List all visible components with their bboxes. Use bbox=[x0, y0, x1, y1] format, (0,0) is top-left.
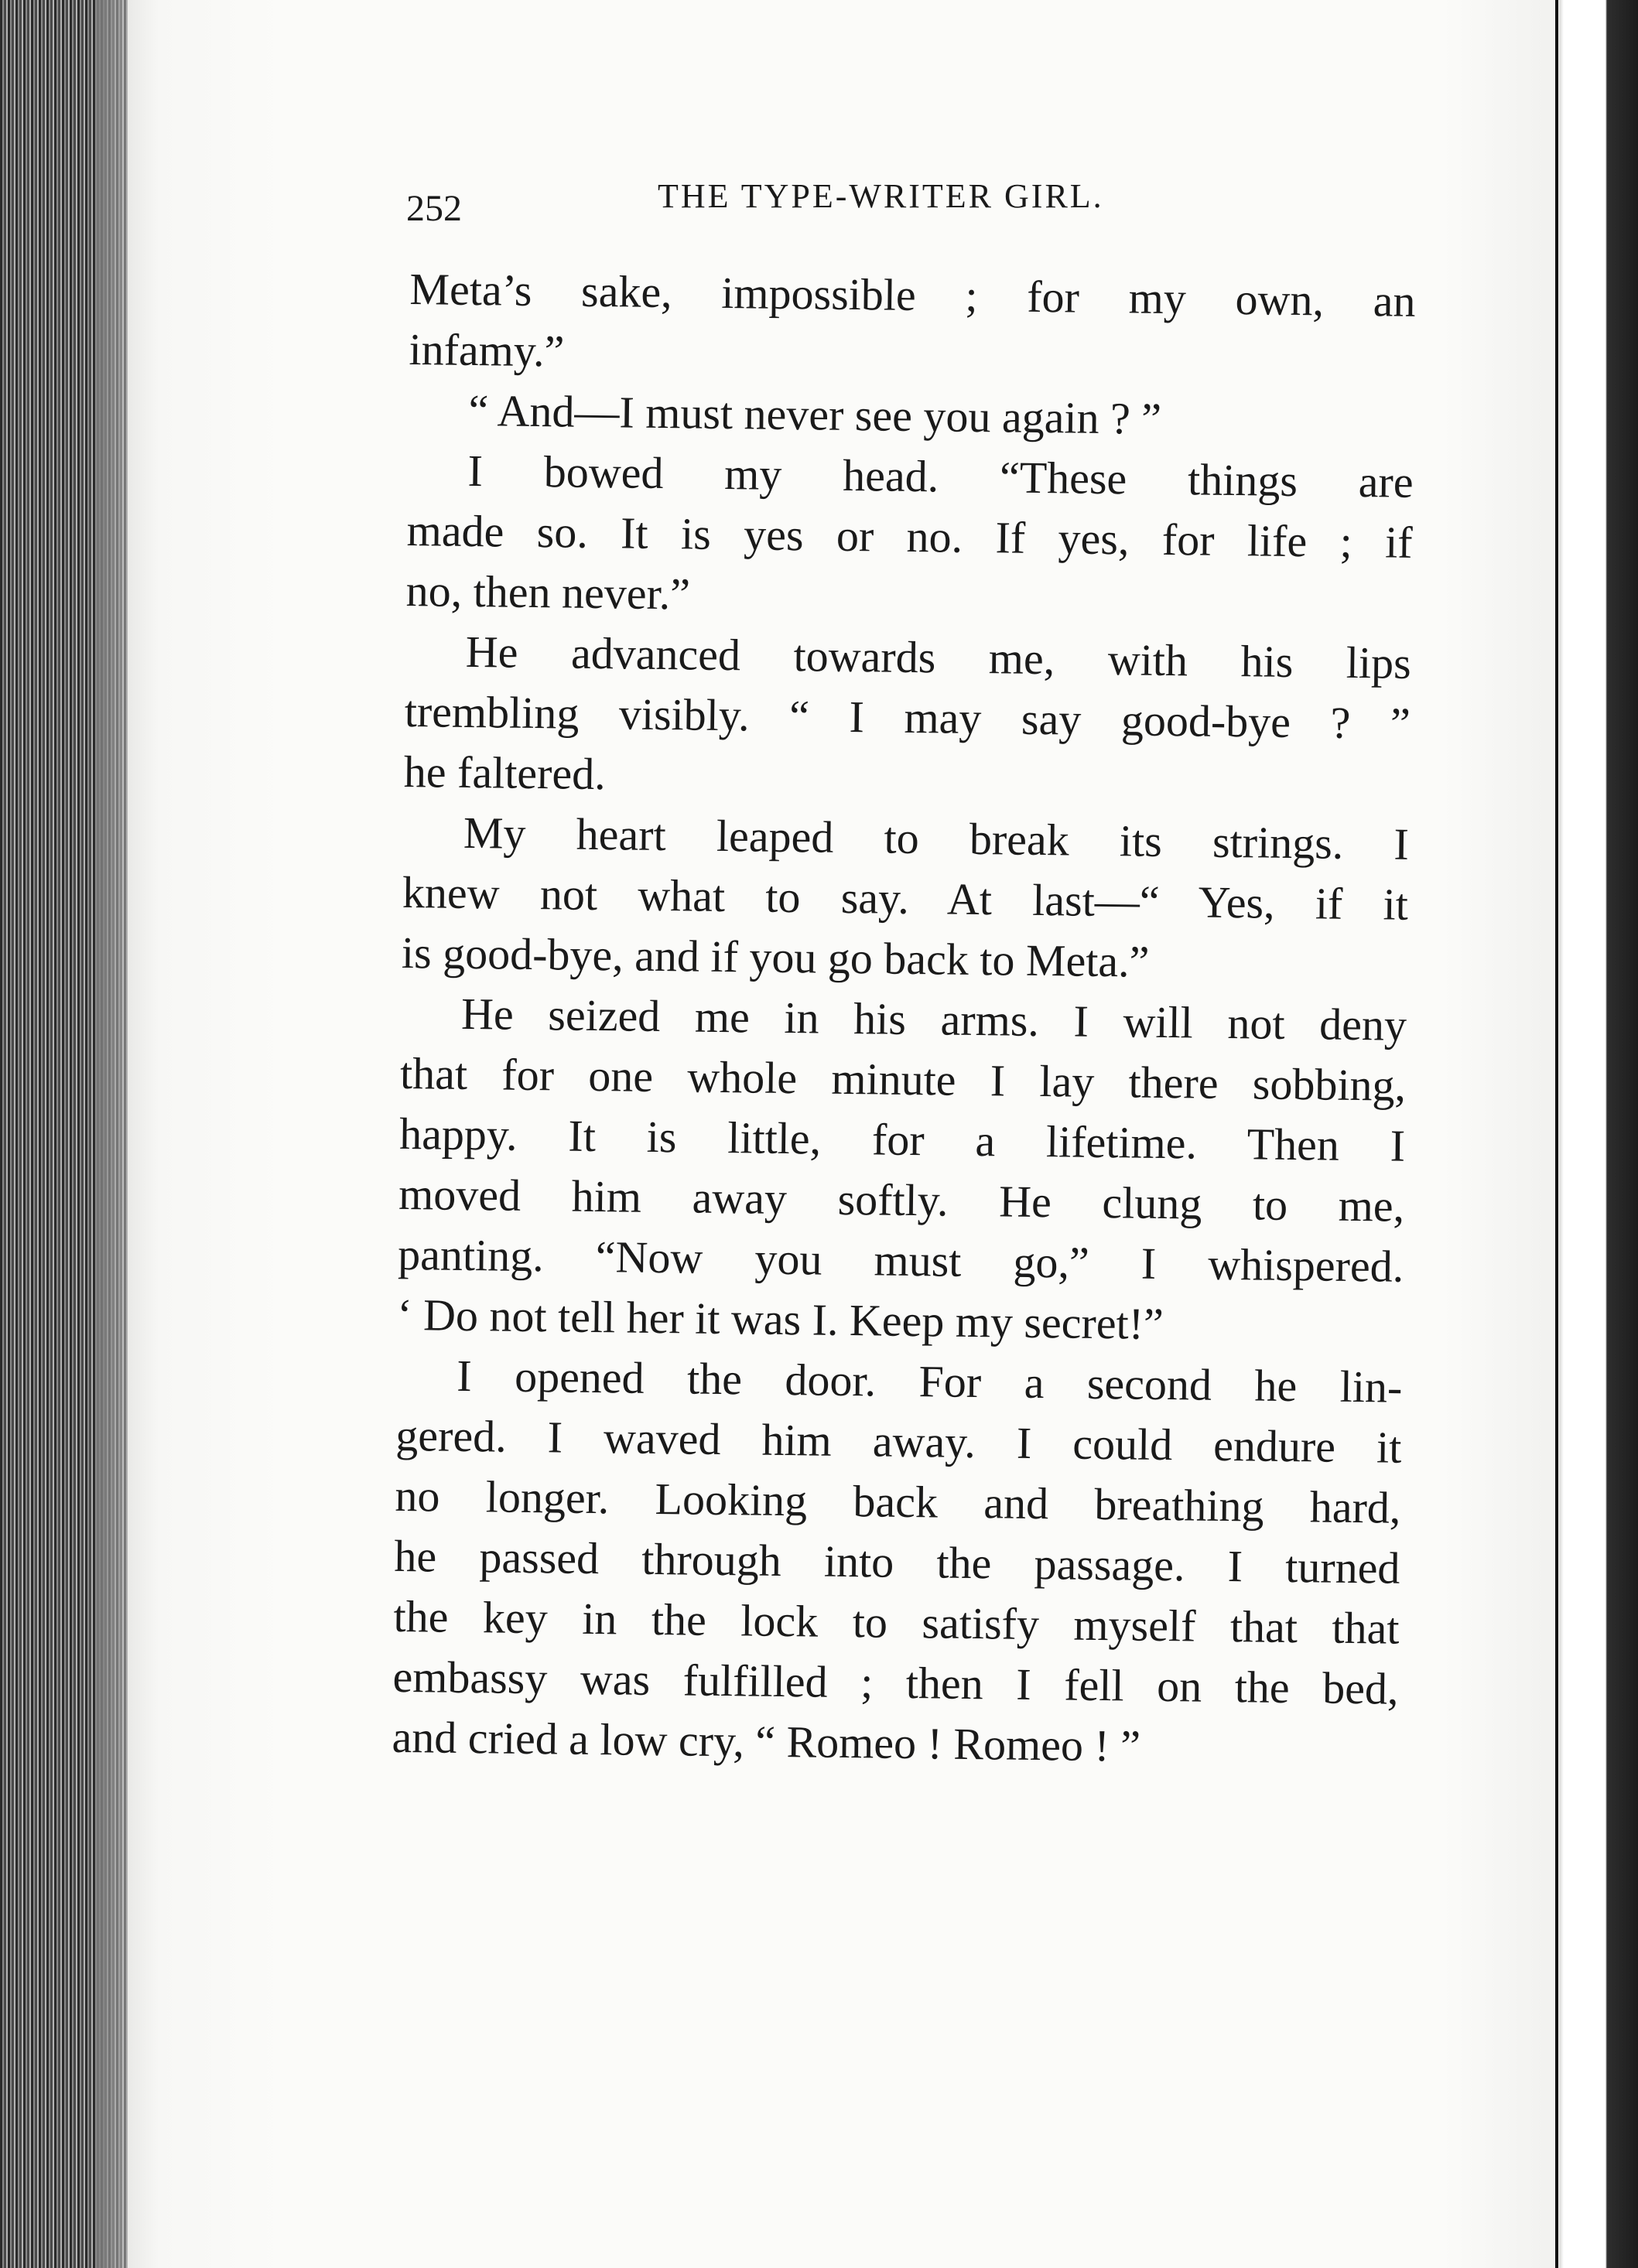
running-head bbox=[402, 176, 1253, 216]
text-line: ‘ Do not tell her it was I. Keep my secret!” bbox=[396, 1289, 1164, 1349]
text-line: Meta’s sake, impossible ; for my own, an bbox=[409, 263, 1416, 326]
body-text bbox=[392, 259, 1416, 1780]
page-number: 252 bbox=[406, 188, 462, 229]
text-line: the key in the lock to satisfy myself that that bbox=[393, 1590, 1400, 1654]
text-line: infamy.” bbox=[409, 323, 565, 377]
text-line: and cried a low cry, “ Romeo ! Romeo ! ” bbox=[392, 1711, 1141, 1771]
text-line: no, then never.” bbox=[405, 565, 691, 620]
text-line: that for one whole minute I lay there sobbing, bbox=[399, 1047, 1407, 1111]
text-line: My heart leaped to break its strings. I bbox=[463, 807, 1410, 869]
text-line: made so. It is yes or no. If yes, for life ; if bbox=[406, 504, 1414, 568]
text-line: is good-bye, and if you go back to Meta.” bbox=[401, 927, 1150, 987]
text-line: I bowed my head. “These things are bbox=[467, 445, 1414, 507]
text-line: embassy was fulfilled ; then I fell on the bed, bbox=[392, 1651, 1399, 1714]
text-line: he faltered. bbox=[403, 746, 607, 800]
text-line: He seized me in his arms. I will not deny bbox=[460, 988, 1407, 1050]
text-line: panting. “Now you must go,” I whispered. bbox=[397, 1228, 1404, 1292]
text-line: I opened the door. For a second he lin- bbox=[456, 1350, 1403, 1412]
text-line: “ And—I must never see you again ? ” bbox=[468, 384, 1162, 444]
right-border-line bbox=[1555, 0, 1558, 2268]
text-line: He advanced towards me, with his lips bbox=[465, 626, 1412, 688]
text-line: moved him away softly. He clung to me, bbox=[398, 1168, 1405, 1231]
book-page-edges bbox=[0, 0, 128, 2268]
right-scan-edge bbox=[1559, 0, 1638, 2268]
running-head-title: THE TYPE-WRITER GIRL. bbox=[658, 177, 1104, 215]
text-line: gered. I waved him away. I could endure it bbox=[395, 1409, 1402, 1473]
text-line: he passed through into the passage. I turned bbox=[394, 1530, 1400, 1593]
text-line: happy. It is little, for a lifetime. Then I bbox=[398, 1108, 1406, 1171]
text-line: knew not what to say. At last—“ Yes, if it bbox=[402, 866, 1409, 930]
text-line: no longer. Looking back and breathing hard, bbox=[395, 1470, 1401, 1533]
text-line: trembling visibly. “ I may say good-bye ? ” bbox=[404, 685, 1411, 749]
